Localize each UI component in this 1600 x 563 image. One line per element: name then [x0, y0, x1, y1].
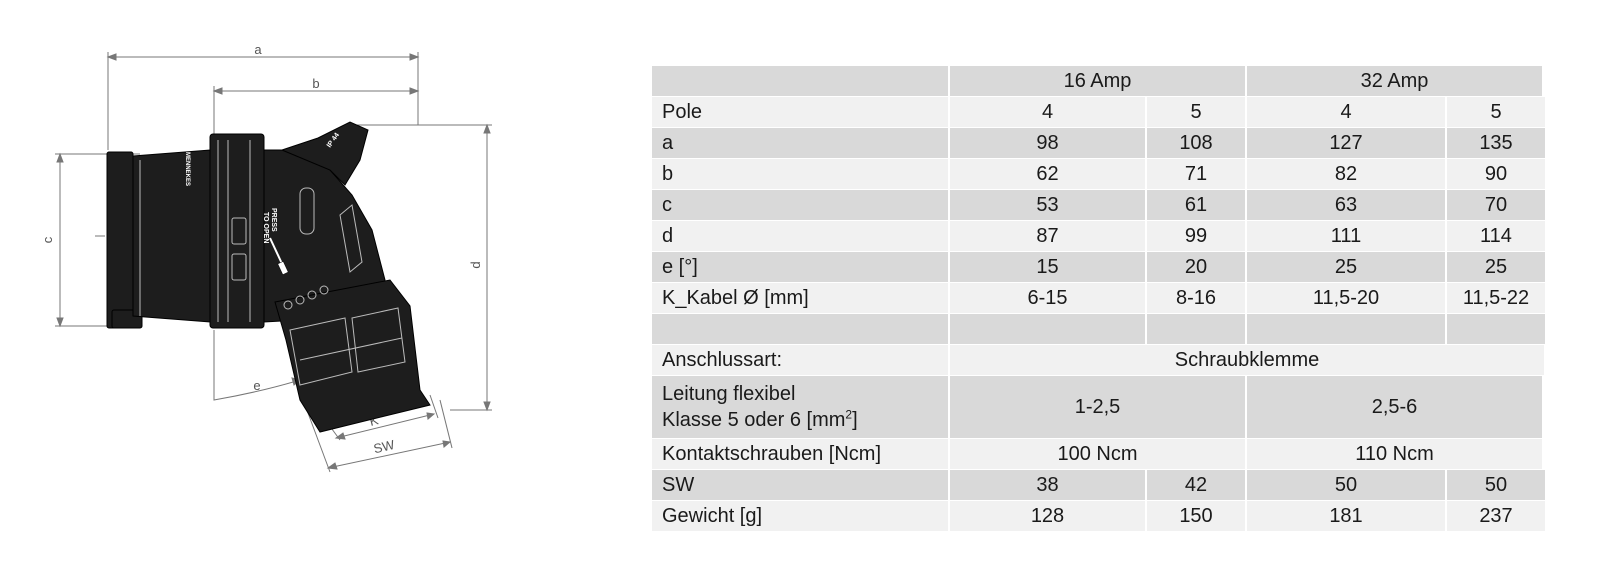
value-32a-5p: 70	[1447, 190, 1545, 220]
spacer-row	[652, 314, 1548, 344]
connector-drawing	[0, 0, 640, 563]
value-32a-4p: 11,5-20	[1247, 283, 1445, 313]
dim-label-c: c	[40, 236, 55, 244]
value-16a: 1-2,5	[950, 376, 1245, 438]
row-d	[652, 221, 1548, 251]
spacer-cell	[1247, 314, 1445, 344]
value-32a-4p: 50	[1247, 470, 1445, 500]
row-leitung	[652, 376, 1548, 438]
row-label: K_Kabel Ø [mm]	[652, 283, 948, 313]
value-32a: 110 Ncm	[1247, 439, 1542, 469]
plug-body	[133, 150, 210, 322]
value-32a-4p: 25	[1247, 252, 1445, 282]
spacer-cell	[950, 314, 1145, 344]
value-16a-4p: 6-15	[950, 283, 1145, 313]
row-pole	[652, 97, 1548, 127]
value-32a-4p: 63	[1247, 190, 1445, 220]
value-16a-5p: 71	[1147, 159, 1245, 189]
value-32a-5p: 135	[1447, 128, 1545, 158]
value-32a-5p: 25	[1447, 252, 1545, 282]
row-label	[652, 376, 948, 438]
row-label: d	[652, 221, 948, 251]
marking-to-open: TO OPEN	[262, 212, 269, 244]
row-a	[652, 128, 1548, 158]
value-32a-5p: 90	[1447, 159, 1545, 189]
value-16a-5p: 8-16	[1147, 283, 1245, 313]
value-32a-4p: 181	[1247, 501, 1445, 531]
value-16a-5p: 20	[1147, 252, 1245, 282]
row-sw	[652, 470, 1548, 500]
value-16a-4p: 4	[950, 97, 1145, 127]
value-16a-4p: 53	[950, 190, 1145, 220]
value-anschlussart: Schraubklemme	[950, 345, 1544, 375]
marking-brand: MENNEKES	[184, 152, 190, 187]
value-16a-5p: 150	[1147, 501, 1245, 531]
row-label: SW	[652, 470, 948, 500]
row-b	[652, 159, 1548, 189]
value-16a: 100 Ncm	[950, 439, 1245, 469]
row-label: Gewicht [g]	[652, 501, 948, 531]
row-label: e [°]	[652, 252, 948, 282]
leitung-label-sup: 2	[845, 407, 853, 422]
value-32a-5p: 5	[1447, 97, 1545, 127]
value-32a-4p: 82	[1247, 159, 1445, 189]
value-32a-4p: 127	[1247, 128, 1445, 158]
row-kontaktschrauben	[652, 439, 1548, 469]
row-anschlussart	[652, 345, 1548, 375]
row-c	[652, 190, 1548, 220]
value-16a-4p: 87	[950, 221, 1145, 251]
dim-label-k: K	[367, 412, 380, 429]
gland-nut	[275, 280, 430, 432]
marking-press: PRESS	[270, 208, 277, 232]
dim-label-sw: SW	[372, 436, 396, 457]
value-32a: 2,5-6	[1247, 376, 1542, 438]
leitung-label-line2: Klasse 5 oder 6 [mm	[662, 409, 846, 431]
spec-table	[652, 66, 1548, 532]
spacer-cell	[652, 314, 948, 344]
dim-label-a: a	[254, 42, 262, 57]
row-kabel	[652, 283, 1548, 313]
row-label: Anschlussart:	[652, 345, 948, 375]
spacer-cell	[1447, 314, 1545, 344]
value-16a-4p: 15	[950, 252, 1145, 282]
header-16-amp: 16 Amp	[950, 66, 1245, 96]
row-gewicht	[652, 501, 1548, 531]
row-label: c	[652, 190, 948, 220]
value-32a-5p: 114	[1447, 221, 1545, 251]
value-16a-5p: 61	[1147, 190, 1245, 220]
dim-label-e: e	[253, 378, 261, 393]
value-16a-4p: 62	[950, 159, 1145, 189]
front-cap	[107, 152, 133, 328]
row-label: a	[652, 128, 948, 158]
value-16a-4p: 98	[950, 128, 1145, 158]
header-32-amp: 32 Amp	[1247, 66, 1542, 96]
value-16a-4p: 38	[950, 470, 1145, 500]
value-16a-5p: 42	[1147, 470, 1245, 500]
value-16a-4p: 128	[950, 501, 1145, 531]
header-row	[652, 66, 1548, 96]
marking-ip44: IP 44	[325, 131, 341, 150]
row-e	[652, 252, 1548, 282]
value-32a-4p: 111	[1247, 221, 1445, 251]
row-label: Kontaktschrauben [Ncm]	[652, 439, 948, 469]
value-32a-5p: 237	[1447, 501, 1545, 531]
header-empty-cell	[652, 66, 948, 96]
leitung-label-line1: Leitung flexibel	[662, 383, 796, 405]
dim-label-b: b	[312, 76, 320, 91]
value-16a-5p: 5	[1147, 97, 1245, 127]
row-label: b	[652, 159, 948, 189]
value-32a-4p: 4	[1247, 97, 1445, 127]
leitung-label-end: ]	[852, 409, 858, 431]
value-32a-5p: 11,5-22	[1447, 283, 1545, 313]
value-32a-5p: 50	[1447, 470, 1545, 500]
value-16a-5p: 108	[1147, 128, 1245, 158]
row-label: Pole	[652, 97, 948, 127]
spacer-cell	[1147, 314, 1245, 344]
value-16a-5p: 99	[1147, 221, 1245, 251]
dim-label-d: d	[468, 261, 483, 269]
